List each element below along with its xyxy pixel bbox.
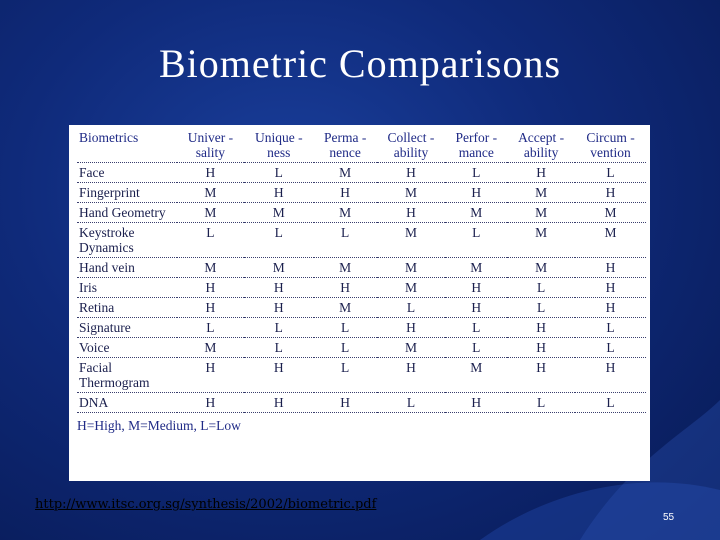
rating-cell: L — [445, 318, 507, 338]
rating-cell: H — [314, 393, 377, 413]
row-label — [77, 223, 177, 258]
rating-cell: L — [244, 223, 314, 258]
rating-cell: L — [575, 318, 646, 338]
column-header-line: Perfor - — [455, 130, 498, 145]
comparison-table-panel — [69, 125, 650, 481]
row-label-line: Facial — [79, 360, 112, 375]
rating-cell: H — [244, 183, 314, 203]
table-row — [77, 318, 646, 338]
rating-cell: L — [575, 393, 646, 413]
rating-cell: H — [575, 358, 646, 393]
row-label-line: Keystroke — [79, 225, 135, 240]
row-label-line: Thermogram — [79, 375, 150, 390]
rating-cell: L — [314, 223, 377, 258]
rating-cell: L — [507, 298, 575, 318]
rating-cell: H — [507, 358, 575, 393]
rating-cell: H — [377, 358, 446, 393]
rating-cell: H — [575, 258, 646, 278]
rating-cell: H — [177, 393, 244, 413]
rating-cell: H — [445, 298, 507, 318]
rating-cell: M — [377, 183, 446, 203]
rating-cell: L — [507, 393, 575, 413]
table-row — [77, 163, 646, 183]
rating-cell: M — [445, 203, 507, 223]
rating-cell: H — [575, 183, 646, 203]
rating-cell: M — [177, 183, 244, 203]
rating-cell: M — [177, 203, 244, 223]
rating-cell: L — [445, 223, 507, 258]
column-header — [575, 127, 646, 163]
rating-cell: H — [575, 278, 646, 298]
rating-cell: H — [507, 163, 575, 183]
row-label-line: Signature — [79, 320, 131, 335]
rating-cell: M — [445, 258, 507, 278]
row-label-line: DNA — [79, 395, 109, 410]
row-label-line: Hand vein — [79, 260, 135, 275]
rating-cell: M — [507, 203, 575, 223]
rating-cell: L — [314, 338, 377, 358]
rating-cell: M — [314, 163, 377, 183]
table-row — [77, 298, 646, 318]
rating-cell: L — [244, 163, 314, 183]
rating-cell: H — [244, 298, 314, 318]
row-label — [77, 278, 177, 298]
rating-cell: M — [507, 258, 575, 278]
table-row — [77, 358, 646, 393]
column-header — [244, 127, 314, 163]
table-row — [77, 338, 646, 358]
rating-cell: M — [377, 258, 446, 278]
column-header-line: ability — [523, 145, 559, 160]
rating-cell: L — [575, 338, 646, 358]
rating-cell: L — [314, 318, 377, 338]
rating-cell: M — [314, 258, 377, 278]
rating-cell: H — [377, 318, 446, 338]
rating-cell: H — [445, 278, 507, 298]
rating-cell: H — [177, 163, 244, 183]
rating-cell: M — [575, 203, 646, 223]
rating-cell: M — [507, 223, 575, 258]
column-header — [507, 127, 575, 163]
rating-cell: M — [177, 258, 244, 278]
rating-cell: L — [445, 163, 507, 183]
column-header — [177, 127, 244, 163]
column-header-line: nence — [329, 145, 361, 160]
rating-cell: M — [244, 203, 314, 223]
column-header-line: Circum - — [586, 130, 635, 145]
table-row — [77, 393, 646, 413]
column-header-line: mance — [458, 145, 494, 160]
row-label-line: Face — [79, 165, 105, 180]
table-row — [77, 223, 646, 258]
column-header-line: ability — [393, 145, 429, 160]
row-label-line: Hand Geometry — [79, 205, 166, 220]
table-row — [77, 278, 646, 298]
row-label — [77, 338, 177, 358]
rating-cell: M — [377, 278, 446, 298]
rating-cell: M — [244, 258, 314, 278]
row-label-line: Iris — [79, 280, 97, 295]
column-header — [77, 127, 177, 163]
rating-cell: L — [244, 318, 314, 338]
rating-cell: H — [377, 203, 446, 223]
column-header — [314, 127, 377, 163]
rating-cell: M — [314, 203, 377, 223]
table-row — [77, 203, 646, 223]
rating-cell: L — [445, 338, 507, 358]
rating-cell: L — [377, 298, 446, 318]
rating-cell: M — [507, 183, 575, 203]
biometric-comparison-table — [77, 127, 646, 413]
row-label — [77, 203, 177, 223]
page-number: 55 — [663, 512, 675, 523]
rating-cell: H — [244, 278, 314, 298]
row-label — [77, 393, 177, 413]
rating-cell: L — [177, 223, 244, 258]
rating-cell: L — [177, 318, 244, 338]
rating-cell: H — [244, 393, 314, 413]
source-link[interactable]: http://www.itsc.org.sg/synthesis/2002/biometric.pdf — [35, 497, 377, 512]
rating-cell: L — [244, 338, 314, 358]
rating-cell: M — [377, 338, 446, 358]
rating-cell: H — [445, 183, 507, 203]
rating-cell: L — [507, 278, 575, 298]
row-label — [77, 258, 177, 278]
slide-title: Biometric Comparisons — [158, 41, 562, 86]
rating-cell: H — [507, 338, 575, 358]
rating-cell: H — [177, 298, 244, 318]
row-label — [77, 318, 177, 338]
table-body — [77, 163, 646, 413]
rating-cell: L — [377, 393, 446, 413]
rating-cell: M — [314, 298, 377, 318]
rating-cell: H — [177, 278, 244, 298]
table-row — [77, 183, 646, 203]
rating-cell: L — [314, 358, 377, 393]
rating-cell: H — [445, 393, 507, 413]
column-header-line: Accept - — [518, 130, 565, 145]
row-label — [77, 163, 177, 183]
column-header-line: sality — [195, 145, 226, 160]
column-header-line: Perma - — [323, 130, 367, 145]
table-legend: H=High, M=Medium, L=Low — [77, 418, 241, 433]
row-label-line: Fingerprint — [79, 185, 140, 200]
rating-cell: H — [177, 358, 244, 393]
column-header-line: ness — [267, 145, 291, 160]
column-header-line: Univer - — [187, 130, 234, 145]
rating-cell: M — [445, 358, 507, 393]
rating-cell: H — [314, 183, 377, 203]
row-label — [77, 298, 177, 318]
column-header-line: vention — [590, 145, 631, 160]
row-label — [77, 183, 177, 203]
rating-cell: H — [244, 358, 314, 393]
column-header-line: Biometrics — [79, 130, 139, 145]
rating-cell: H — [575, 298, 646, 318]
rating-cell: L — [575, 163, 646, 183]
column-header-line: Collect - — [387, 130, 435, 145]
table-row — [77, 258, 646, 278]
row-label-line: Voice — [79, 340, 110, 355]
rating-cell: M — [177, 338, 244, 358]
rating-cell: M — [377, 223, 446, 258]
column-header-line: Unique - — [254, 130, 303, 145]
table-header-row — [77, 127, 646, 163]
column-header — [445, 127, 507, 163]
rating-cell: H — [507, 318, 575, 338]
row-label-line: Retina — [79, 300, 115, 315]
column-header — [377, 127, 446, 163]
row-label-line: Dynamics — [79, 240, 134, 255]
rating-cell: H — [377, 163, 446, 183]
rating-cell: M — [575, 223, 646, 258]
rating-cell: H — [314, 278, 377, 298]
row-label — [77, 358, 177, 393]
